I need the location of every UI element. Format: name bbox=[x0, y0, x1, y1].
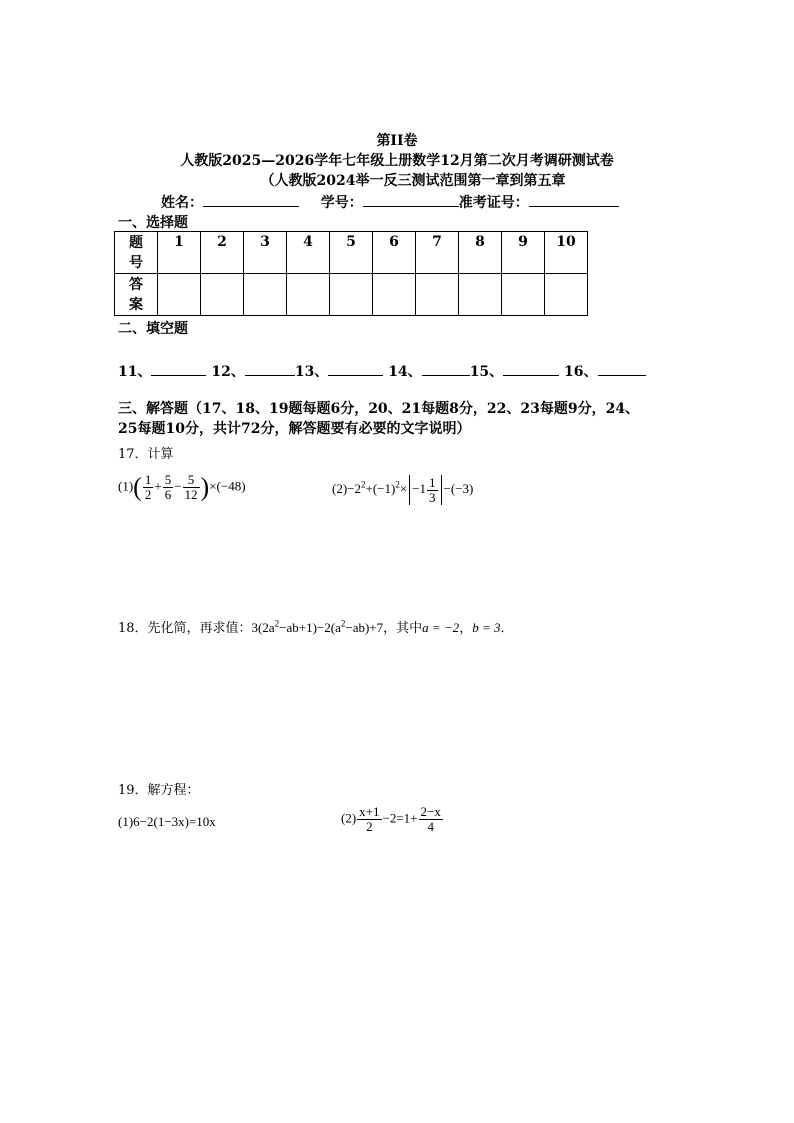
fraction: $\frac{x+1}{2}$ bbox=[359, 804, 380, 834]
exam-number-field[interactable] bbox=[529, 193, 619, 207]
blank-label-15: 15、 bbox=[469, 364, 504, 380]
blank-12[interactable] bbox=[245, 362, 295, 376]
question-number-cell: 9 bbox=[502, 232, 545, 274]
answer-table-answer-row bbox=[115, 274, 588, 316]
row-header-question-no: 题 号 bbox=[115, 232, 158, 274]
q17-part2: $(2)-2^2+(-1)^2\times -1$ $\frac{1}{3}$ −(−3) bbox=[332, 474, 474, 505]
answer-cell[interactable] bbox=[373, 274, 416, 316]
answer-cell[interactable] bbox=[158, 274, 201, 316]
blank-label-11: 11、 bbox=[118, 364, 152, 380]
q19-part2: (2) $\frac{x+1}{2}$ −2=1+ $\frac{2-x}{4}$ bbox=[341, 804, 441, 834]
section-solve-heading-line1: 三、解答题（17、18、19题每题6分，20、21每题8分，22、23每题9分，24、 bbox=[118, 401, 640, 417]
q18-question: 18．先化简，再求值：$3(2a^2-ab+1)-2(a^2-ab)+7$，其中a = −2，b = 3． bbox=[118, 618, 514, 636]
question-number-cell: 2 bbox=[201, 232, 244, 274]
name-field[interactable] bbox=[203, 193, 299, 207]
blank-label-14: 14、 bbox=[388, 364, 422, 380]
fill-blank-line bbox=[118, 361, 646, 381]
question-number-cell: 10 bbox=[545, 232, 588, 274]
row-header-answer: 答 案 bbox=[115, 274, 158, 316]
fraction: $\frac{1}{3}$ bbox=[429, 474, 436, 505]
blank-label-13: 13、 bbox=[294, 364, 329, 380]
blank-11[interactable] bbox=[151, 362, 206, 376]
section-choice-heading: 一、选择题 bbox=[118, 215, 188, 231]
answer-cell[interactable] bbox=[287, 274, 330, 316]
blank-13[interactable] bbox=[328, 362, 383, 376]
q19-part1: (1)6−2(1−3x)=10x bbox=[118, 814, 216, 829]
section-fill-heading: 二、填空题 bbox=[118, 321, 188, 337]
answer-cell[interactable] bbox=[244, 274, 287, 316]
fraction: $\frac{5}{12}$ bbox=[184, 472, 198, 502]
answer-cell[interactable] bbox=[545, 274, 588, 316]
blank-14[interactable] bbox=[422, 362, 470, 376]
answer-cell[interactable] bbox=[459, 274, 502, 316]
question-number-cell: 7 bbox=[416, 232, 459, 274]
exam-subtitle: （人教版2024举一反三测试范围第一章到第五章 bbox=[260, 173, 566, 189]
question-number-cell: 4 bbox=[287, 232, 330, 274]
student-info-line bbox=[161, 192, 619, 212]
blank-label-12: 12、 bbox=[211, 364, 245, 380]
section-solve-heading-line2: 25每题10分，共计72分，解答题要有必要的文字说明） bbox=[118, 421, 471, 437]
blank-16[interactable] bbox=[598, 362, 646, 376]
question-number-cell: 3 bbox=[244, 232, 287, 274]
answer-table bbox=[114, 231, 588, 316]
fraction: $\frac{2-x}{4}$ bbox=[420, 804, 441, 834]
fraction: $\frac{1}{2}$ bbox=[144, 472, 152, 502]
answer-table-number-row bbox=[115, 232, 588, 274]
fraction: $\frac{5}{6}$ bbox=[164, 472, 172, 502]
answer-cell[interactable] bbox=[416, 274, 459, 316]
question-number-cell: 8 bbox=[459, 232, 502, 274]
student-id-field[interactable] bbox=[363, 193, 459, 207]
question-number-cell: 5 bbox=[330, 232, 373, 274]
answer-cell[interactable] bbox=[201, 274, 244, 316]
question-number-cell: 6 bbox=[373, 232, 416, 274]
question-number-cell: 1 bbox=[158, 232, 201, 274]
volume-label: 第II卷 bbox=[376, 133, 418, 149]
answer-cell[interactable] bbox=[502, 274, 545, 316]
q17-part1: (1)( $\frac{1}{2}$ + $\frac{5}{6}$ − $\frac{5}{12}$ )×(−48) bbox=[118, 472, 246, 502]
blank-label-16: 16、 bbox=[564, 364, 598, 380]
blank-15[interactable] bbox=[503, 362, 559, 376]
q17-label: 17．计算 bbox=[118, 447, 174, 462]
answer-cell[interactable] bbox=[330, 274, 373, 316]
exam-title: 人教版2025—2026学年七年级上册数学12月第二次月考调研测试卷 bbox=[180, 153, 614, 169]
name-label: 姓名： bbox=[161, 195, 203, 211]
exam-number-label: 准考证号： bbox=[458, 195, 529, 211]
student-id-label: 学号： bbox=[320, 195, 363, 211]
q19-label: 19．解方程： bbox=[118, 783, 200, 798]
